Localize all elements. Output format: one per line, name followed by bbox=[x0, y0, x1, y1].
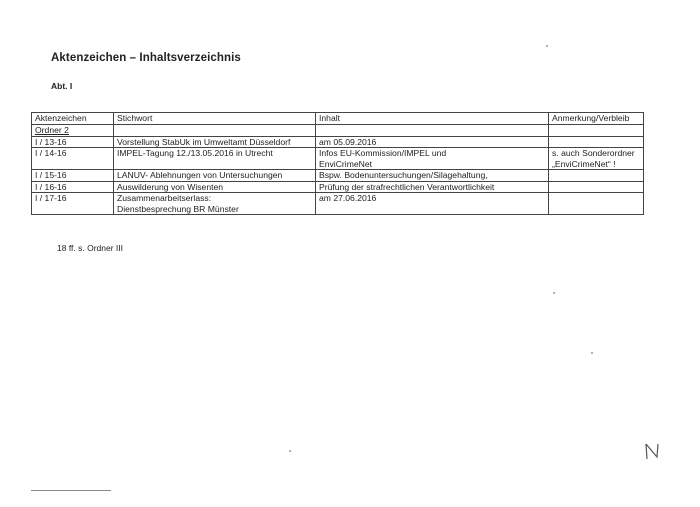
footer-note: 18 ff. s. Ordner III bbox=[57, 243, 123, 253]
cell-inhalt-line: Prüfung der strafrechtlichen Verantwortlichkeit bbox=[319, 181, 495, 192]
empty-cell bbox=[316, 125, 549, 137]
folder-row bbox=[32, 125, 644, 137]
index-table bbox=[31, 112, 644, 215]
cell-aktenzeichen: I / 13-16 bbox=[32, 136, 114, 148]
document-title: Aktenzeichen – Inhaltsverzeichnis bbox=[51, 52, 241, 64]
table-row bbox=[32, 136, 644, 148]
cell-stichwort-line: IMPEL-Tagung 12./13.05.2016 in Utrecht bbox=[117, 148, 273, 158]
header-anmerkung: Anmerkung/Verbleib bbox=[549, 113, 644, 125]
cell-stichwort bbox=[114, 193, 316, 215]
document-subtitle: Abt. I bbox=[51, 81, 73, 91]
table-row bbox=[32, 148, 644, 170]
cell-stichwort-line: Dienstbesprechung BR Münster bbox=[117, 203, 239, 214]
scan-artifact-line bbox=[31, 490, 111, 491]
cell-anmerkung-line bbox=[552, 137, 640, 148]
table-row bbox=[32, 181, 644, 193]
cell-aktenzeichen: I / 17-16 bbox=[32, 193, 114, 215]
cell-anmerkung-line bbox=[552, 170, 640, 181]
cell-inhalt-line: am 05.09.2016 bbox=[319, 136, 377, 147]
cell-anmerkung-line: s. auch Sonderordner bbox=[552, 148, 635, 158]
handwritten-page-number bbox=[643, 440, 663, 462]
cell-stichwort bbox=[114, 170, 316, 182]
cell-aktenzeichen: I / 16-16 bbox=[32, 181, 114, 193]
folder-label: Ordner 2 bbox=[35, 125, 69, 135]
cell-inhalt-line: EnviCrimeNet bbox=[319, 158, 373, 169]
header-stichwort: Stichwort bbox=[114, 113, 316, 125]
scan-speck bbox=[591, 352, 593, 354]
cell-anmerkung bbox=[549, 136, 644, 148]
cell-anmerkung bbox=[549, 148, 644, 170]
cell-anmerkung bbox=[549, 193, 644, 215]
cell-inhalt-line: Infos EU-Kommission/IMPEL und bbox=[319, 148, 447, 158]
cell-stichwort-line: LANUV- Ablehnungen von Untersuchungen bbox=[117, 170, 283, 180]
cell-anmerkung-line bbox=[552, 182, 640, 193]
cell-stichwort bbox=[114, 181, 316, 193]
cell-aktenzeichen: I / 14-16 bbox=[32, 148, 114, 170]
cell-inhalt bbox=[316, 193, 549, 215]
cell-inhalt-line: Bspw. Bodenuntersuchungen/Silagehaltung, bbox=[319, 170, 488, 180]
header-aktenzeichen: Aktenzeichen bbox=[32, 113, 114, 125]
folder-label-cell bbox=[32, 125, 114, 137]
cell-inhalt bbox=[316, 148, 549, 170]
table-header-row bbox=[32, 113, 644, 125]
header-inhalt: Inhalt bbox=[316, 113, 549, 125]
cell-aktenzeichen: I / 15-16 bbox=[32, 170, 114, 182]
scan-speck bbox=[546, 45, 548, 47]
cell-inhalt bbox=[316, 170, 549, 182]
table-row bbox=[32, 193, 644, 215]
cell-stichwort-line: Auswilderung von Wisenten bbox=[117, 181, 224, 192]
cell-inhalt-line: am 27.06.2016 bbox=[319, 193, 377, 203]
cell-inhalt bbox=[316, 136, 549, 148]
cell-inhalt bbox=[316, 181, 549, 193]
empty-cell bbox=[114, 125, 316, 137]
scan-speck bbox=[289, 450, 291, 452]
cell-anmerkung-line: „EnviCrimeNet“ ! bbox=[552, 158, 616, 169]
cell-stichwort bbox=[114, 136, 316, 148]
table-row bbox=[32, 170, 644, 182]
cell-stichwort-line: Zusammenarbeitserlass: bbox=[117, 193, 212, 203]
cell-anmerkung bbox=[549, 181, 644, 193]
cell-stichwort-line: Vorstellung StabUk im Umweltamt Düsseldorf bbox=[117, 136, 291, 147]
cell-anmerkung bbox=[549, 170, 644, 182]
cell-anmerkung-line bbox=[552, 193, 640, 204]
cell-stichwort bbox=[114, 148, 316, 170]
scan-speck bbox=[553, 292, 555, 294]
empty-cell bbox=[549, 125, 644, 137]
